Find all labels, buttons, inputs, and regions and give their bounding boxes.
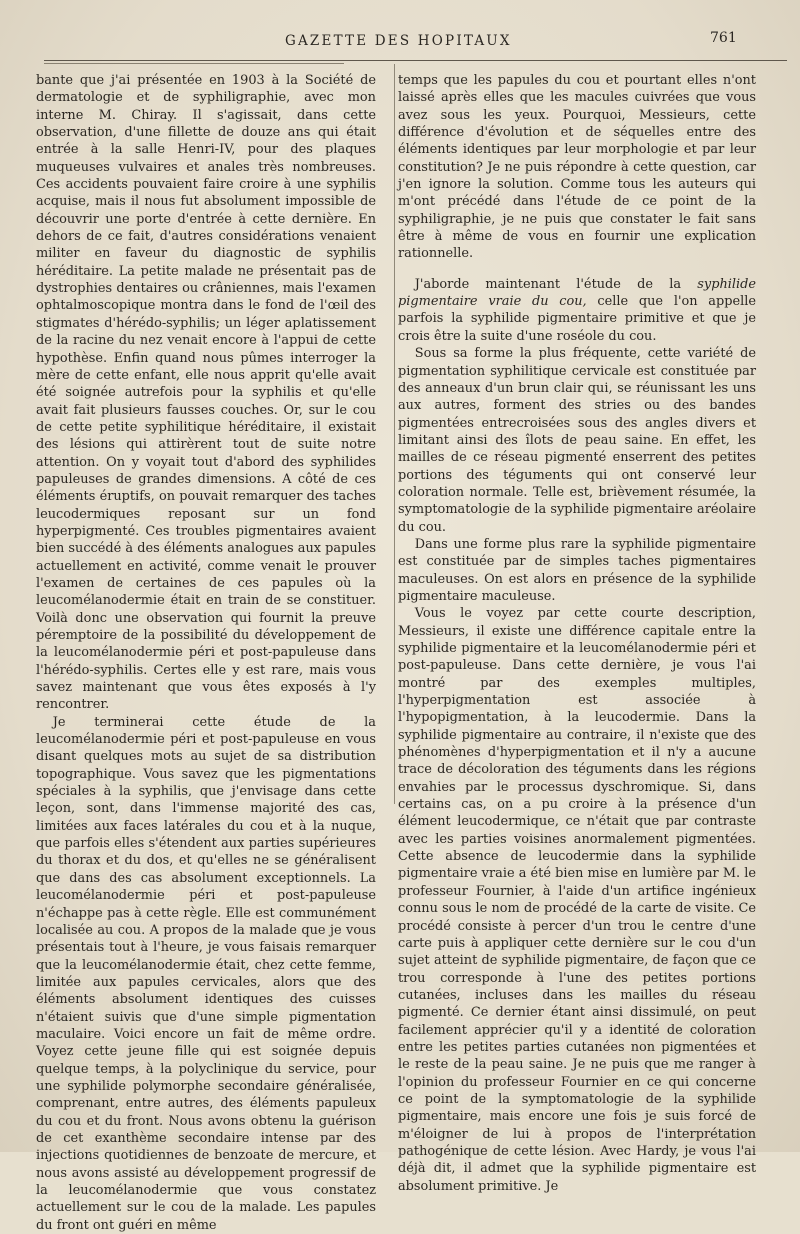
right-column [398,72,756,1195]
header-rule [44,60,787,61]
right-paragraph-2-intro: J'aborde maintenant l'étude de la [414,276,682,292]
right-paragraph-3: Sous sa forme la plus fréquente, cette variété de pigmentation syphilitique cervicale est constituée par des anneaux d'un brun clair qui, se réunissant les uns aux autres, forment des stries ou des bandes pigmentées entrecroisées sous des angles divers et limitant ainsi des îlots de peau saine. En effet, les mailles de ce réseau pigmenté enserrent des petites portions des téguments qui ont conservé leur coloration normale. Telle est, brièvement résumée, la symptomatologie de la syphilide pigmentaire aréolaire du cou. [398,346,756,535]
left-column [36,72,376,1234]
page-header-title: GAZETTE DES HOPITAUX [285,33,512,49]
right-paragraph-2-rest: celle que l'on appelle parfois [398,294,756,327]
left-paragraph-1: bante que j'ai présentée en 1903 à la Société de dermatologie et de syphiligraphie, avec mon interne M. Chiray. Il s'agissait, dans cette observation, d'une fillette de douze ans qui était entrée à la salle Henri-IV, pour des plaques muqueuses vulvaires et anales très nombreuses. Ces accidents pouvaient faire croire à une syphilis acquise, mais il nous fut absolument impossible de découvrir une porte d'entrée à cette dernière. En dehors de ce fait, d'autres considérations venaient militer en faveur du diagnostic de syphilis héréditaire. La petite malade ne présentait pas de dystrophies dentaires ou crâniennes, mais l'examen ophtalmoscopique montra dans le fond de l'œil des stigmates d'hérédo-syphilis; un léger aplatissement de la racine du nez venait encore à l'appui de cette hypothèse. Enfin quand nous pûmes interroger la mère de cette enfant, elle nous apprit qu'elle avait été soignée autrefois pour la syphilis et qu'elle avait fait plusieurs fausses couches. Or, sur le cou de cette petite syphilitique héréditaire, il existait des lésions qui attirèrent tout de suite notre attention. On y voyait tout d'abord des syphilides papuleuses de grandes dimensions. A côté de ces éléments éruptifs, on pouvait remarquer des taches leucodermiques reposant sur un fond hyperpigmenté. Ces troubles pigmentaires avaient bien succédé à des éléments analogues aux papules actuellement en activité, comme venait le prouver l'examen de certaines de ces papules où la leucomélanodermie était en train de se constituer. Voilà donc une observation qui fournit la preuve péremptoire de la possibilité du développement de la leucomélanodermie péri et post-papuleuse dans l'hérédo-syphilis. Certes elle y est rare, mais vous savez maintenant que vous êtes exposés à l'y rencontrer. [36,73,376,713]
right-paragraph-2-tail: la syphilide pigmentaire primitive et que je crois être la suite d'une roséole du cou. [398,311,756,344]
header-rule-secondary [44,63,344,64]
page-number: 761 [710,30,737,46]
right-paragraph-5: Vous le voyez par cette courte description, Messieurs, il existe une différence capitale entre la syphilide pigmentaire et la leucomélanodermie péri et post-papuleuse. Dans cette dernière, je vous l'ai montré par des exemples multiples, l'hyperpigmentation est associée à l'hypopigmentation, à la leucodermie. Dans la syphilide pigmentaire au contraire, il n'existe que des phénomènes d'hyperpigmentation et il n'y a aucune trace de décoloration des téguments dans les régions envahies par le processus dyschromique. Si, dans certains cas, on a pu croire à la présence d'un élément leucodermique, ce n'était que par contraste avec les parties voisines anormalement pigmentées. Cette absence de leucodermie dans la syphilide pigmentaire vraie a été bien mise en lumière par M. le professeur Fournier, à l'aide d'un artifice ingénieux connu sous le nom de procédé de la carte de visite. Ce procédé consiste à percer d'un trou le centre d'une carte puis à appliquer cette dernière sur le cou d'un sujet atteint de syphilide pigmentaire, de façon que ce trou corresponde à l'une des petites portions cutanées, incluses dans les mailles du réseau pigmenté. Ce dernier étant ainsi dissimulé, on peut facilement apprécier qu'il y a identité de coloration entre les petites parties cutanées non pigmentées et le reste de la peau saine. Je ne puis que me ranger à l'opinion du professeur Fournier en ce qui concerne ce point de la symptomatologie de la syphilide pigmentaire, mais encore une fois je suis forcé de m'éloigner de lui à propos de l'interprétation pathogénique de cette lésion. Avec Hardy, je vous l'ai déjà dit, il admet que la syphilide pigmentaire est absolument primitive. Je [398,606,756,1194]
right-paragraph-2-italic: syphilide pigmentaire vraie du cou, [398,276,756,310]
column-divider [394,64,395,804]
right-paragraph-4: Dans une forme plus rare la syphilide pigmentaire est constituée par de simples taches pigmentaires maculeuses. On est alors en présence de la syphilide pigmentaire maculeuse. [398,536,756,604]
right-paragraph-1: temps que les papules du cou et pourtant elles n'ont laissé après elles que les macules cuivrées que vous avez sous les yeux. Pourquoi, Messieurs, cette différence d'évolution et de séquelles entre des éléments identiques par leur morphologie et par leur constitution? Je ne puis répondre à cette question, car j'en ignore la solution. Comme tous les auteurs qui m'ont précédé dans l'étude de ce point de la syphiligraphie, je ne puis que constater le fait sans être à même de vous en fournir une explication rationnelle. [398,73,756,262]
left-paragraph-2: Je terminerai cette étude de la leucomélanodermie péri et post-papuleuse en vous disant quelques mots au sujet de sa distribution topographique. Vous savez que les pigmentations spéciales à la syphilis, que j'envisage dans cette leçon, sont, dans l'immense majorité des cas, limitées aux faces latérales du cou et à la nuque, que parfois elles s'étendent aux parties supérieures du thorax et du dos, et qu'elles ne se généralisent que dans des cas absolument exceptionnels. La leucomélanodermie péri et post-papuleuse n'échappe pas à cette règle. Elle est communément localisée au cou. A propos de la malade que je vous présentais tout à l'heure, je vous faisais remarquer que la leucomélanodermie était, chez cette femme, limitée aux papules cervicales, alors que des éléments absolument identiques des cuisses n'étaient suivis que d'une simple pigmentation maculaire. Voici encore un fait de même ordre. Voyez cette jeune fille qui est soignée depuis quelque temps, à la polyclinique du service, pour une syphilide polymorphe secondaire généralisée, comprenant, entre autres, des éléments papuleux du cou et du front. Nous avons obtenu la guérison de cet exanthème secondaire intense par des injections quotidiennes de benzoate de mercure, et nous avons assisté au développement progressif de la leucomélanodermie que vous constatez actuellement sur le cou de la malade. Les papules du front ont guéri en même [36,714,376,1233]
right-paragraph-2 [398,276,756,345]
